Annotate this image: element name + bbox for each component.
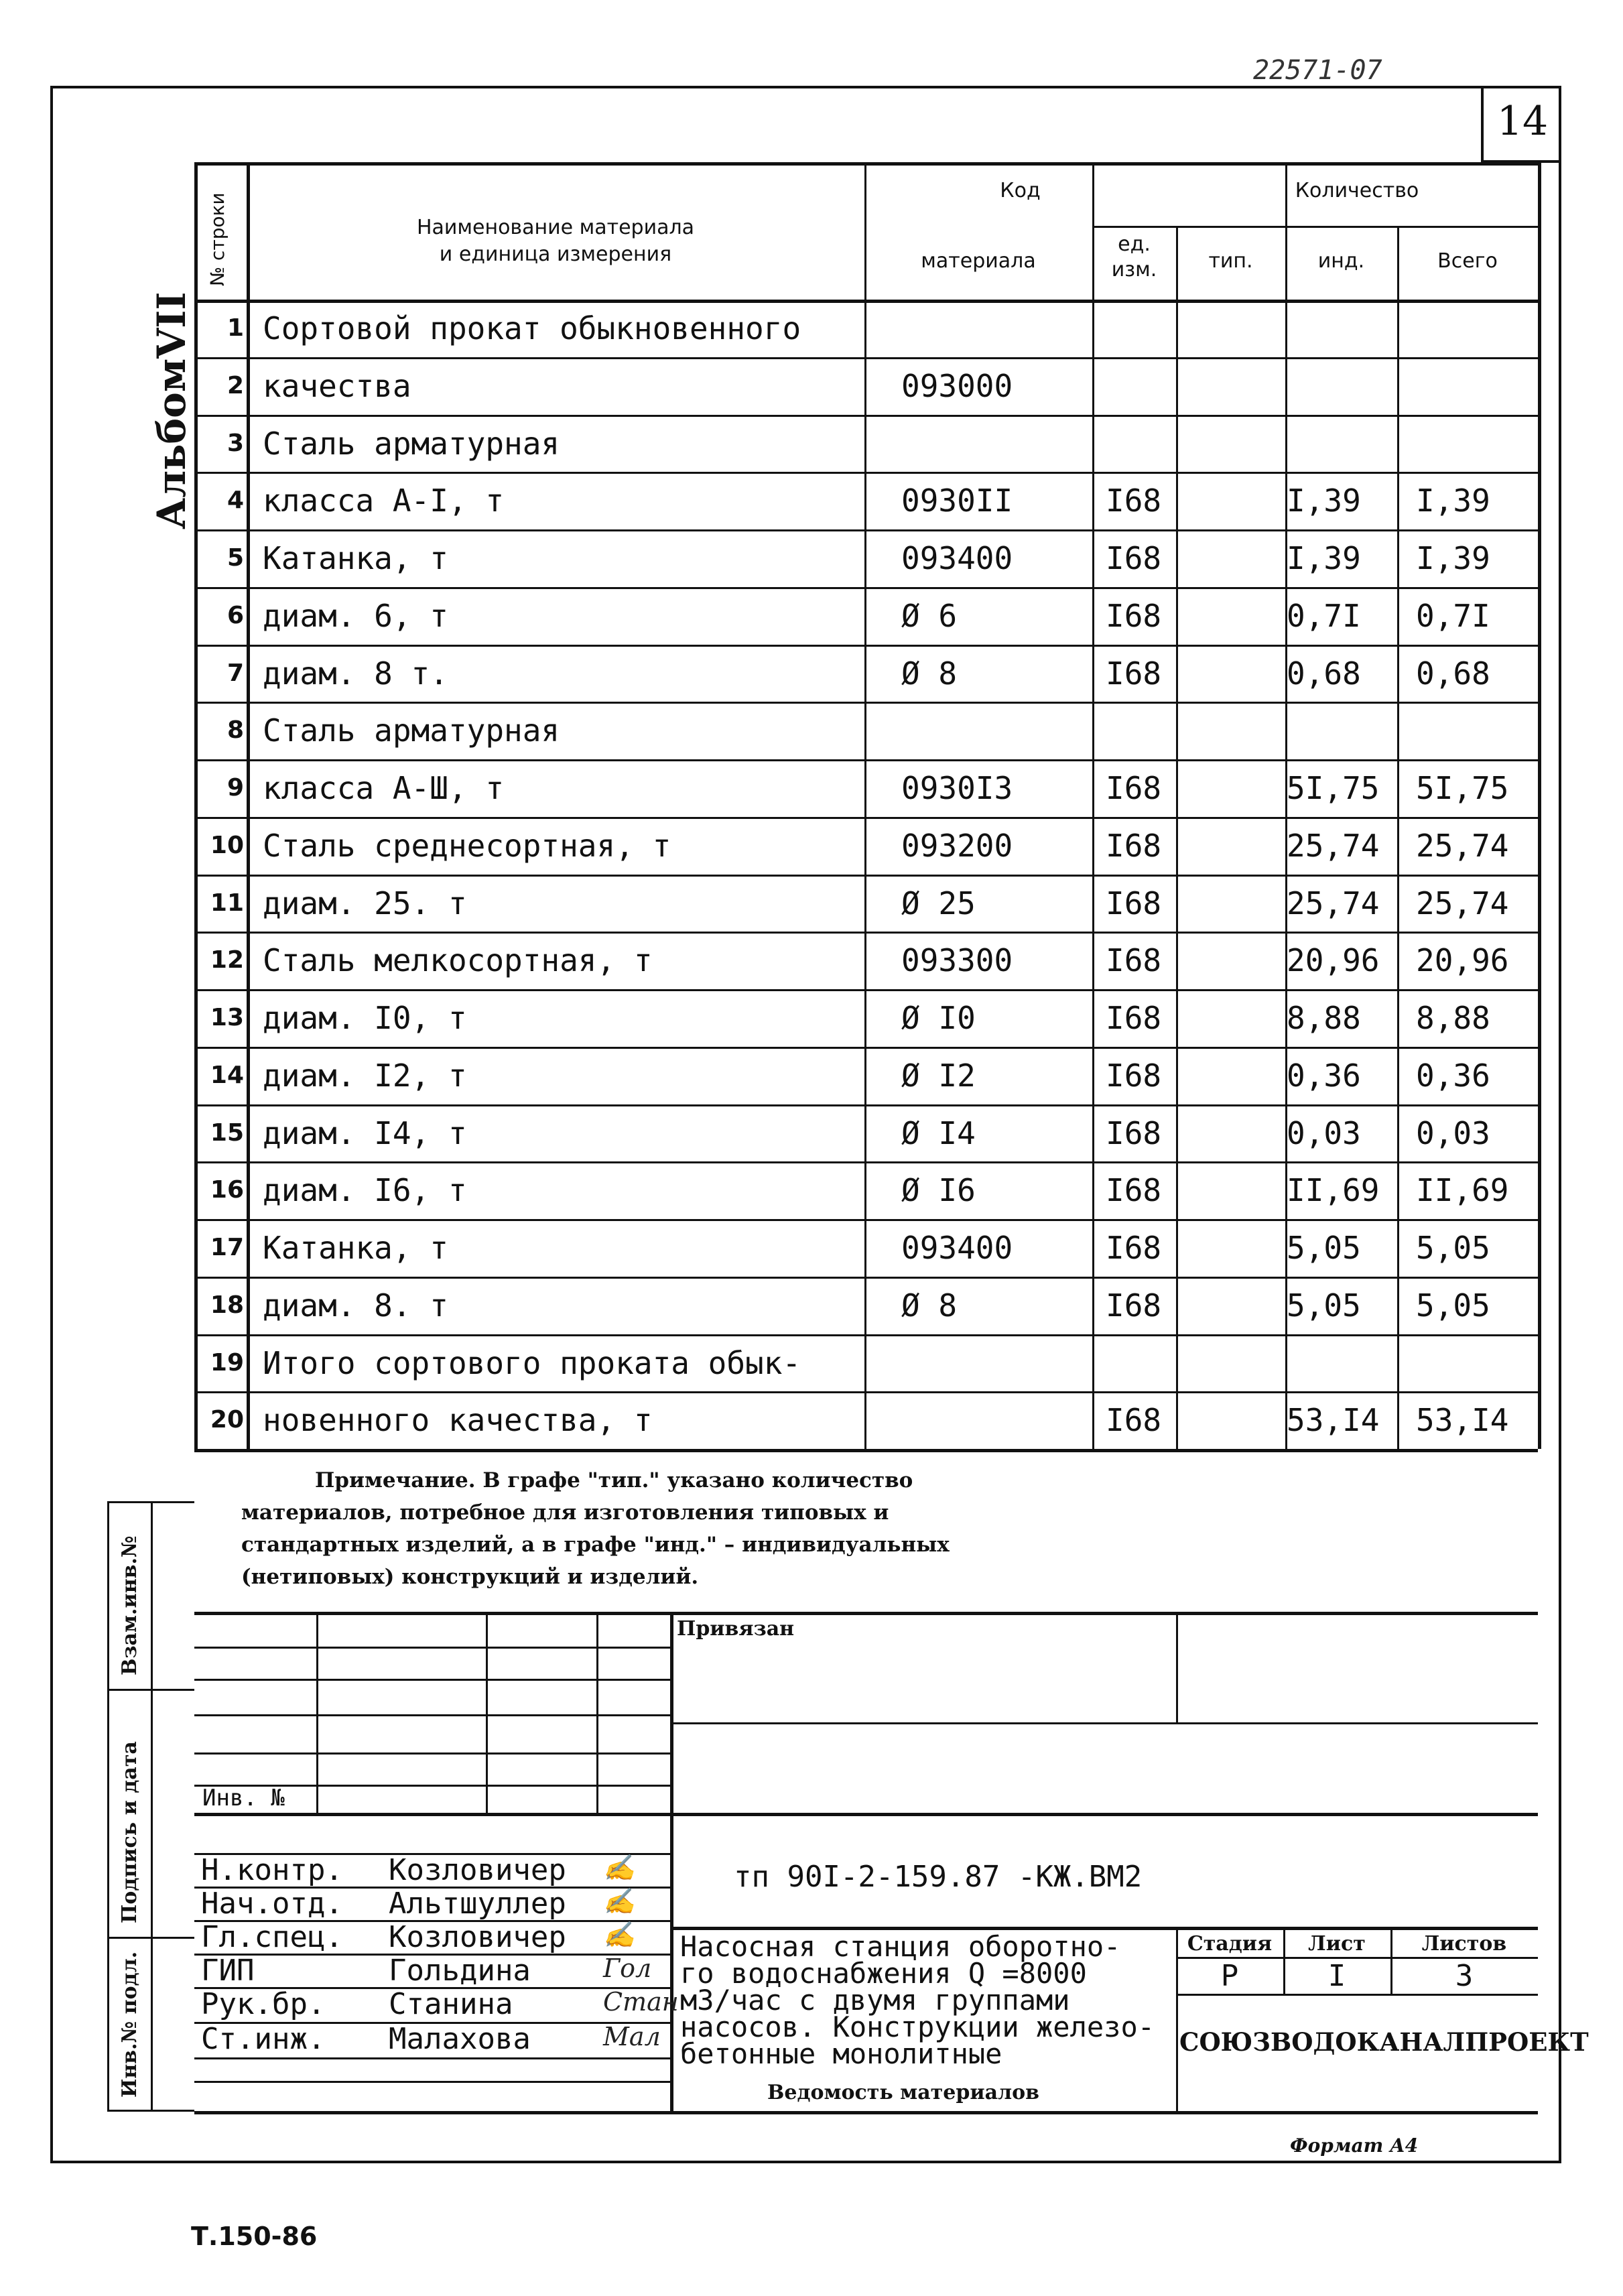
table-rule (1092, 162, 1094, 1449)
qty-total: 0,03 (1416, 1114, 1490, 1151)
qty-ind-header: инд. (1317, 249, 1365, 273)
row-number: 8 (226, 716, 244, 745)
material-name: класса А-I, т (263, 483, 505, 519)
document-code: тп 90I-2-159.87 -КЖ.ВМ2 (734, 1860, 1143, 1894)
material-name: Катанка, т (263, 1230, 448, 1266)
material-name: Итого сортового проката обык- (263, 1344, 801, 1381)
unit-code: I68 (1106, 942, 1162, 979)
sheet-number: 14 (1496, 98, 1549, 145)
table-rule (194, 645, 1538, 647)
table-rule (194, 1334, 1538, 1336)
title-line: насосов. Конструкции железо- (680, 2011, 1155, 2043)
material-code: 093400 (901, 1230, 1013, 1266)
material-code: Ø 8 (901, 655, 958, 692)
qty-ind: 0,68 (1287, 655, 1361, 692)
privyazan-label: Привязан (677, 1617, 795, 1641)
sheets-label: Листов (1421, 1932, 1507, 1956)
row-number: 17 (210, 1234, 244, 1261)
table-rule (1538, 162, 1541, 1449)
material-code: 093300 (901, 942, 1013, 979)
podpis-data-label: Подпись и дата (118, 1741, 141, 1923)
qty-total: 5,05 (1416, 1230, 1490, 1266)
qty-ind: 5,05 (1287, 1287, 1361, 1324)
material-code: 0930I3 (901, 770, 1013, 806)
row-number: 16 (210, 1176, 244, 1204)
sheet-value: I (1327, 1959, 1346, 1993)
qty-ind: 8,88 (1287, 1000, 1361, 1036)
qty-total: 25,74 (1416, 827, 1509, 864)
qty-ind: 25,74 (1287, 885, 1380, 921)
signature: Гол (603, 1954, 652, 1983)
table-rule (194, 1391, 1538, 1393)
row-number: 1 (226, 314, 244, 342)
quantity-header: Количество (1295, 179, 1419, 202)
qty-ind: 5,05 (1287, 1230, 1361, 1266)
unit-code: I68 (1106, 1287, 1162, 1324)
material-code: 0930II (901, 483, 1013, 519)
row-number: 6 (226, 601, 244, 629)
signer-role: Гл.спец. (201, 1920, 343, 1954)
material-code: 093000 (901, 367, 1013, 404)
material-name: Сортовой прокат обыкновенного (263, 310, 801, 346)
material-code: 093200 (901, 827, 1013, 864)
unit-code: I68 (1106, 827, 1162, 864)
material-name: Катанка, т (263, 540, 448, 576)
qty-total: II,69 (1416, 1172, 1509, 1209)
material-code: Ø 25 (901, 885, 976, 921)
material-name: диам. 8 т. (263, 655, 448, 692)
material-name: Сталь арматурная (263, 712, 560, 749)
material-code: Ø I4 (901, 1114, 976, 1151)
qty-ind: 20,96 (1287, 942, 1380, 979)
row-number: 18 (210, 1291, 244, 1319)
inv-number-label: Инв. № (202, 1785, 285, 1811)
signer-role: ГИП (201, 1954, 255, 1988)
row-number: 7 (226, 659, 244, 687)
signature: Стан (603, 1987, 679, 2017)
row-number: 9 (226, 774, 244, 802)
note (241, 1464, 1287, 1593)
material-code: Ø I0 (901, 1000, 976, 1036)
signature: ✍ (603, 1920, 635, 1950)
row-number: 4 (226, 487, 244, 515)
unit-code: I68 (1106, 483, 1162, 519)
unit-code: I68 (1106, 597, 1162, 634)
material-name: новенного качества, т (263, 1402, 653, 1439)
signature: ✍ (603, 1853, 635, 1883)
row-number: 14 (210, 1061, 244, 1089)
title-line: бетонные монолитные (680, 2037, 1002, 2070)
table-rule (247, 162, 250, 1449)
unit-code: I68 (1106, 1172, 1162, 1209)
material-name: Сталь арматурная (263, 425, 560, 462)
qty-total: 5I,75 (1416, 770, 1509, 806)
vzam-inv-label: Взам.инв.№ (118, 1535, 141, 1675)
material-name: диам. 8. т (263, 1287, 448, 1324)
qty-total: I,39 (1416, 540, 1490, 576)
table-rule (1176, 226, 1178, 1449)
table-rule (864, 162, 866, 1449)
qty-ind: II,69 (1287, 1172, 1380, 1209)
row-number: 15 (210, 1119, 244, 1147)
qty-total: 8,88 (1416, 1000, 1490, 1036)
code-unit-header: ед. изм. (1111, 233, 1157, 281)
table-rule (194, 1047, 1538, 1049)
sheet-label: Лист (1308, 1932, 1366, 1956)
material-name: диам. I6, т (263, 1172, 467, 1209)
project-subtitle: Ведомость материалов (767, 2081, 1040, 2104)
album-label: АльбомVII (149, 292, 194, 529)
qty-ind: I,39 (1287, 540, 1361, 576)
qty-ind: 5I,75 (1287, 770, 1380, 806)
note-line: стандартных изделий, а в графе "инд." – индивидуальных (241, 1533, 950, 1557)
row-number-header: № строки (206, 192, 229, 286)
signer-role: Рук.бр. (201, 1987, 326, 2021)
row-number: 13 (210, 1004, 244, 1031)
title-line: го водоснабжения Q =8000 (680, 1957, 1087, 1990)
table-rule (194, 759, 1538, 761)
qty-total: 0,68 (1416, 655, 1490, 692)
qty-ind: 25,74 (1287, 827, 1380, 864)
table-rule (194, 932, 1538, 934)
signer-name: Козловичер (389, 1920, 566, 1954)
materials-table (194, 162, 1538, 1449)
signer-role: Ст.инж. (201, 2022, 326, 2056)
material-name: диам. I2, т (263, 1057, 467, 1094)
signer-name: Козловичер (389, 1853, 566, 1887)
material-name: Сталь мелкосортная, т (263, 942, 653, 979)
title-block (194, 1612, 1589, 2111)
table-rule (194, 357, 1538, 359)
table-rule (194, 587, 1538, 589)
project-title (680, 1930, 1155, 2070)
row-number: 2 (226, 371, 244, 399)
sheets-value: 3 (1455, 1959, 1474, 1993)
qty-ind: 0,7I (1287, 597, 1361, 634)
row-number: 11 (210, 889, 244, 917)
note-line: (нетиповых) конструкций и изделий. (241, 1565, 699, 1589)
qty-ind: 53,I4 (1287, 1402, 1380, 1439)
table-rule (194, 415, 1538, 417)
qty-total: 0,36 (1416, 1057, 1490, 1094)
unit-code: I68 (1106, 655, 1162, 692)
stage-label: Стадия (1187, 1932, 1273, 1956)
unit-code: I68 (1106, 770, 1162, 806)
qty-typ-header: тип. (1208, 249, 1253, 273)
signer-name: Малахова (389, 2022, 531, 2056)
signer-name: Альтшуллер (389, 1887, 566, 1921)
material-code: Ø 8 (901, 1287, 958, 1324)
qty-total: 53,I4 (1416, 1402, 1509, 1439)
table-rule (194, 702, 1538, 704)
title-line: Насосная станция оборотно- (680, 1930, 1121, 1963)
document-number: 22571-07 (1253, 55, 1382, 86)
table-rule (194, 529, 1538, 531)
row-number: 19 (210, 1348, 244, 1377)
form-code: Т.150-86 (191, 2222, 318, 2251)
material-name: диам. 6, т (263, 597, 448, 634)
signer-name: Станина (389, 1987, 513, 2021)
unit-code: I68 (1106, 885, 1162, 921)
title-line: м3/час с двумя группами (680, 1984, 1070, 2017)
row-number: 20 (210, 1406, 244, 1434)
material-name: качества (263, 367, 411, 404)
material-code: 093400 (901, 540, 1013, 576)
table-rule (194, 1449, 1538, 1452)
material-name: класса А-Ш, т (263, 770, 505, 806)
qty-total: 20,96 (1416, 942, 1509, 979)
table-rule (194, 989, 1538, 991)
qty-total: I,39 (1416, 483, 1490, 519)
table-rule (1092, 226, 1538, 228)
note-line: Примечание. В графе "тип." указано количество (315, 1468, 913, 1492)
table-rule (1397, 226, 1399, 1449)
unit-code: I68 (1106, 540, 1162, 576)
organization-name: СОЮЗВОДОКАНАЛПРОЕКТ (1179, 2027, 1589, 2057)
material-name: диам. I0, т (263, 1000, 467, 1036)
row-number: 5 (226, 544, 244, 572)
table-rule (194, 1277, 1538, 1279)
table-rule (194, 1219, 1538, 1221)
material-name: Сталь среднесортная, т (263, 827, 671, 864)
material-code: Ø I2 (901, 1057, 976, 1094)
row-number: 12 (210, 946, 244, 974)
signer-role: Н.контр. (201, 1853, 343, 1887)
unit-code: I68 (1106, 1230, 1162, 1266)
qty-ind: I,39 (1287, 483, 1361, 519)
table-rule (194, 817, 1538, 819)
qty-total: 5,05 (1416, 1287, 1490, 1324)
table-rule (194, 472, 1538, 474)
signer-role: Нач.отд. (201, 1887, 343, 1921)
table-rule (194, 1161, 1538, 1163)
name-header: Наименование материала и единица измерения (416, 216, 695, 266)
material-name: диам. I4, т (263, 1114, 467, 1151)
signature: ✍ (603, 1887, 635, 1916)
row-number: 10 (210, 831, 244, 859)
row-number: 3 (226, 429, 244, 457)
qty-total-header: Всего (1437, 249, 1498, 273)
qty-ind: 0,36 (1287, 1057, 1361, 1094)
sheet-number-box (1481, 86, 1561, 163)
inv-podl-label: Инв.№ подл. (118, 1951, 141, 2098)
signer-name: Гольдина (389, 1954, 531, 1988)
code-material-header: материала (921, 249, 1036, 273)
note-line: материалов, потребное для изготовления типовых и (241, 1501, 889, 1525)
qty-ind: 0,03 (1287, 1114, 1361, 1151)
signature: Мал (603, 2022, 661, 2051)
unit-code: I68 (1106, 1402, 1162, 1439)
table-rule (194, 1104, 1538, 1106)
material-code: Ø 6 (901, 597, 958, 634)
format-label: Формат А4 (1290, 2134, 1419, 2157)
table-rule (194, 875, 1538, 877)
material-name: диам. 25. т (263, 885, 467, 921)
unit-code: I68 (1106, 1000, 1162, 1036)
material-code: Ø I6 (901, 1172, 976, 1209)
qty-total: 25,74 (1416, 885, 1509, 921)
stage-value: Р (1220, 1959, 1239, 1993)
qty-total: 0,7I (1416, 597, 1490, 634)
unit-code: I68 (1106, 1057, 1162, 1094)
code-header: Код (1000, 179, 1041, 202)
unit-code: I68 (1106, 1114, 1162, 1151)
